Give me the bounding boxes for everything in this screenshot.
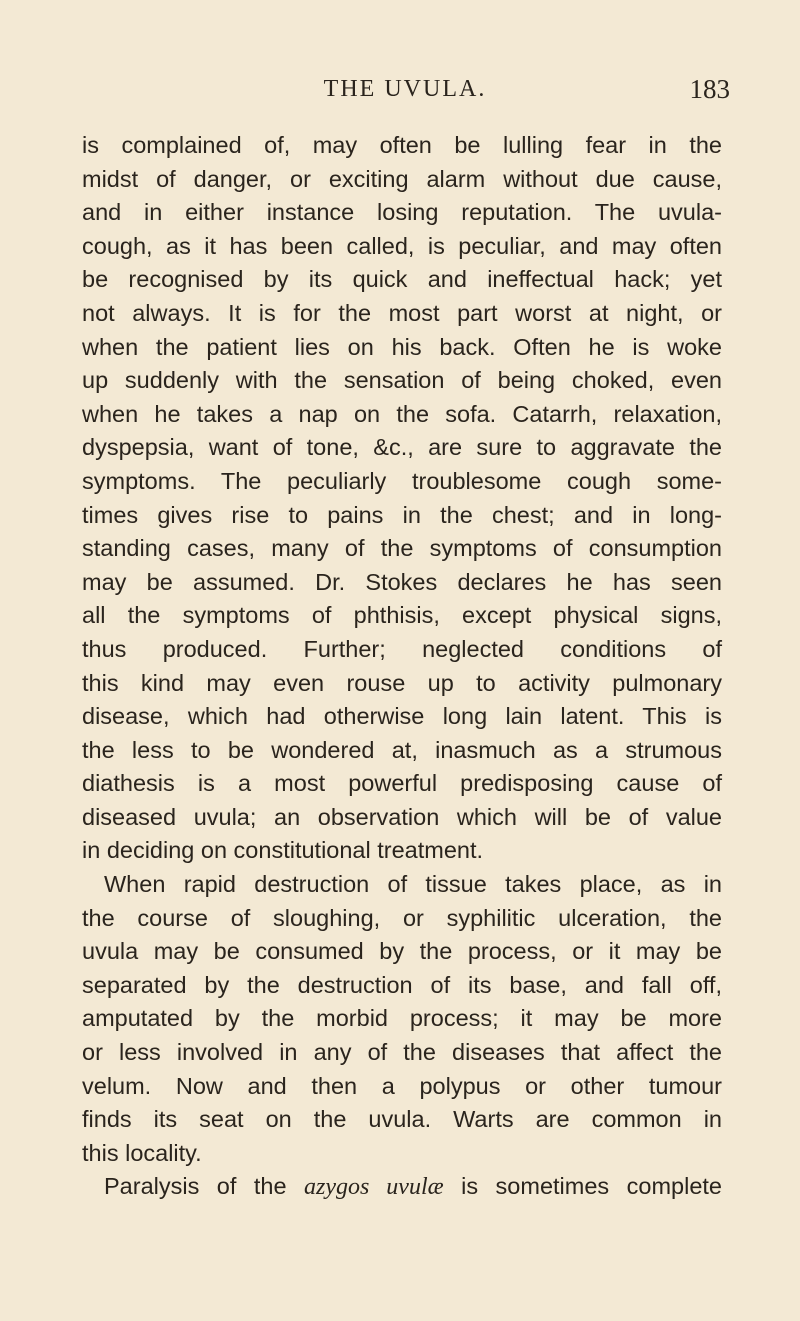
text-line: diseased uvula; an observation which will be of value <box>82 803 722 830</box>
text-line: uvula may be consumed by the process, or it may be <box>82 938 722 965</box>
text-line: diathesis is a most powerful predisposing cause of <box>82 770 722 797</box>
text-line: finds its seat on the uvula. Warts are common in <box>82 1106 722 1133</box>
text-line: up suddenly with the sensation of being choked, even <box>82 367 722 394</box>
text-line: thus produced. Further; neglected conditions of <box>82 635 722 662</box>
text-line: the course of sloughing, or syphilitic ulceration, the <box>82 904 722 931</box>
text-line: is complained of, may often be lulling fear in the <box>82 132 722 158</box>
running-head <box>70 76 740 112</box>
text-line: or less involved in any of the diseases that affect the <box>82 1039 722 1066</box>
text-line: symptoms. The peculiarly troublesome cough some- <box>82 467 722 494</box>
page-number: 183 <box>689 74 730 104</box>
text-line: the less to be wondered at, inasmuch as a strumous <box>82 736 722 763</box>
text-line: and in either instance losing reputation. The uvula- <box>82 199 722 226</box>
text-line: this locality. <box>82 1139 202 1166</box>
text-line: amputated by the morbid process; it may be more <box>82 1005 722 1032</box>
text-line: cough, as it has been called, is peculiar, and may often <box>82 232 722 259</box>
text-fragment: Paralysis of the <box>104 1173 305 1200</box>
text-line: in deciding on constitutional treatment. <box>82 837 484 864</box>
running-title: THE UVULA. <box>323 76 487 102</box>
text-line: this kind may even rouse up to activity pulmonary <box>82 669 722 696</box>
text-line: dyspepsia, want of tone, &c., are sure to aggravate the <box>82 434 722 461</box>
text-line: not always. It is for the most part worst at night, or <box>82 299 722 326</box>
text-line: midst of danger, or exciting alarm without due cause, <box>82 165 722 192</box>
text-line: be recognised by its quick and ineffectual hack; yet <box>82 266 722 293</box>
text-line: times gives rise to pains in the chest; and in long- <box>82 501 722 528</box>
text-line: disease, which had otherwise long lain latent. This is <box>82 703 722 730</box>
text-line: when he takes a nap on the sofa. Catarrh, relaxation, <box>82 400 722 427</box>
text-line: all the symptoms of phthisis, except physical signs, <box>82 602 722 629</box>
text-line: separated by the destruction of its base, and fall off, <box>82 971 722 998</box>
text-line: velum. Now and then a polypus or other tumour <box>82 1072 722 1099</box>
text-line: standing cases, many of the symptoms of consumption <box>82 535 722 562</box>
text-line: When rapid destruction of tissue takes place, as in <box>104 871 722 898</box>
text-line-last <box>82 1170 722 1204</box>
text-fragment: is sometimes complete <box>443 1173 722 1200</box>
italic-term: azygos uvulæ <box>304 1174 444 1201</box>
text-line: when the patient lies on his back. Often he is woke <box>82 333 722 360</box>
body-text <box>82 129 722 1204</box>
text-line: may be assumed. Dr. Stokes declares he has seen <box>82 568 722 595</box>
